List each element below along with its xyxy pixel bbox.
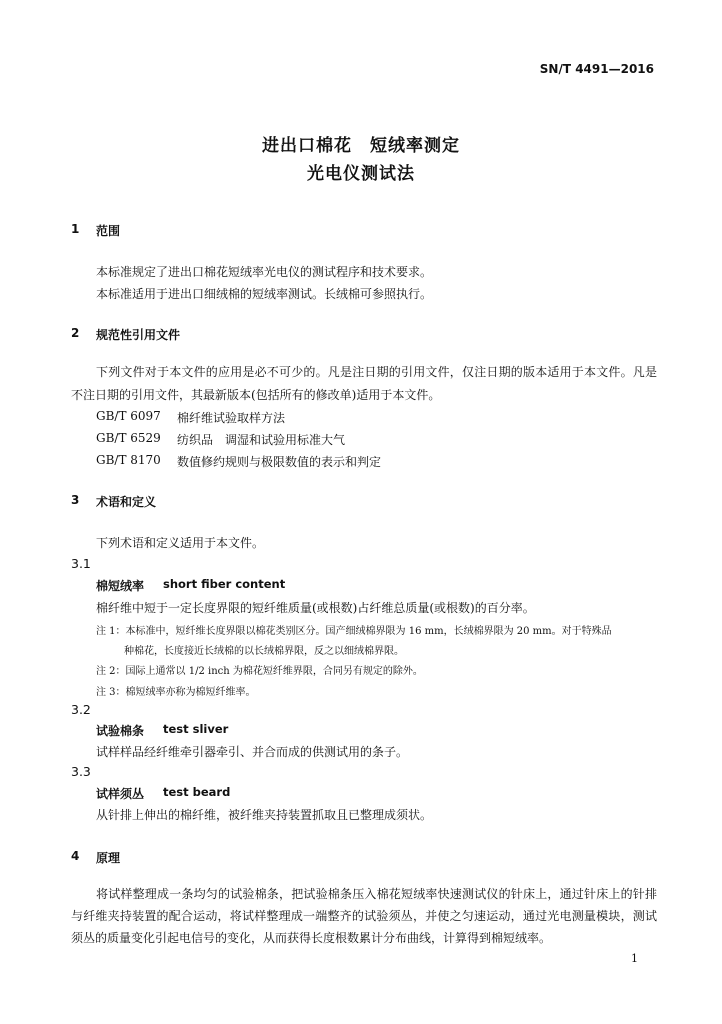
title-line-1: 进出口棉花 短绒率测定 [262,136,460,156]
reference-title: 纺织品 调湿和试验用标准大气 [177,433,346,447]
section-1-heading: 范围 [96,224,121,238]
section-1-paragraph-1: 本标准规定了进出口棉花短绒率光电仪的测试程序和技术要求。 [96,265,433,279]
section-3-number: 3 [71,493,80,507]
term-3-2-definition: 试样样品经纤维牵引器牵引、并合而成的供测试用的条子。 [96,745,409,759]
term-3-3-definition: 从针排上伸出的棉纤维，被纤维夹持装置抓取且已整理成须状。 [96,808,433,822]
section-4-number: 4 [71,849,80,863]
reference-code: GB/T 6097 [96,409,161,423]
reference-title: 数值修约规则与极限数值的表示和判定 [177,455,382,469]
term-3-1-note-1: 注 1：本标准中，短纤维长度界限以棉花类别区分。国产细绒棉界限为 16 mm，长绒棉界限为 20 mm。对于特殊品 [96,626,612,637]
term-3-2-number: 3.2 [71,702,91,717]
term-3-1-chinese: 棉短绒率 [96,579,145,593]
section-4-heading: 原理 [96,851,121,865]
standard-number: SN/T 4491—2016 [539,62,654,76]
reference-code: GB/T 6529 [96,431,161,445]
term-3-2-chinese: 试验棉条 [96,724,145,738]
term-3-1-note-2: 注 2：国际上通常以 1/2 inch 为棉花短纤维界限，合同另有规定的除外。 [96,666,423,677]
section-3-heading: 术语和定义 [96,495,157,509]
term-3-2-english: test sliver [163,722,229,736]
term-3-3-chinese: 试样须丛 [96,787,145,801]
section-2-heading: 规范性引用文件 [96,328,181,342]
section-4-paragraph-1: 将试样整理成一条均匀的试验棉条，把试验棉条压入棉花短绒率快速测试仪的针床上，通过针床上的针排与纤维夹持装置的配合运动，将试样整理成一端整齐的试验须丛，并使之匀速运动，通过光电测量模块，测试须丛的质量变化引起电信号的变化，从而获得长度根数累计分布曲线，计算得到棉短绒率。 [71,887,657,945]
reference-code: GB/T 8170 [96,453,161,467]
reference-title: 棉纤维试验取样方法 [177,411,286,425]
title-line-2: 光电仪测试法 [307,164,415,184]
page-number: 1 [631,952,638,965]
term-3-1-note-1-continued: 种棉花，长度接近长绒棉的以长绒棉界限，反之以细绒棉界限。 [124,646,404,657]
term-3-3-number: 3.3 [71,764,91,779]
section-1-paragraph-2: 本标准适用于进出口细绒棉的短绒率测试。长绒棉可参照执行。 [96,287,433,301]
section-1-number: 1 [71,222,80,236]
term-3-3-english: test beard [163,785,231,799]
term-3-1-note-3: 注 3：棉短绒率亦称为棉短纤维率。 [96,687,256,698]
section-3-intro: 下列术语和定义适用于本文件。 [96,536,265,550]
term-3-1-definition: 棉纤维中短于一定长度界限的短纤维质量(或根数)占纤维总质量(或根数)的百分率。 [96,601,535,615]
term-3-1-number: 3.1 [71,556,91,571]
section-2-number: 2 [71,326,80,340]
section-2-paragraph-1: 下列文件对于本文件的应用是必不可少的。凡是注日期的引用文件，仅注日期的版本适用于本文件。凡是不注日期的引用文件，其最新版本(包括所有的修改单)适用于本文件。 [71,365,657,402]
term-3-1-english: short fiber content [163,577,286,591]
